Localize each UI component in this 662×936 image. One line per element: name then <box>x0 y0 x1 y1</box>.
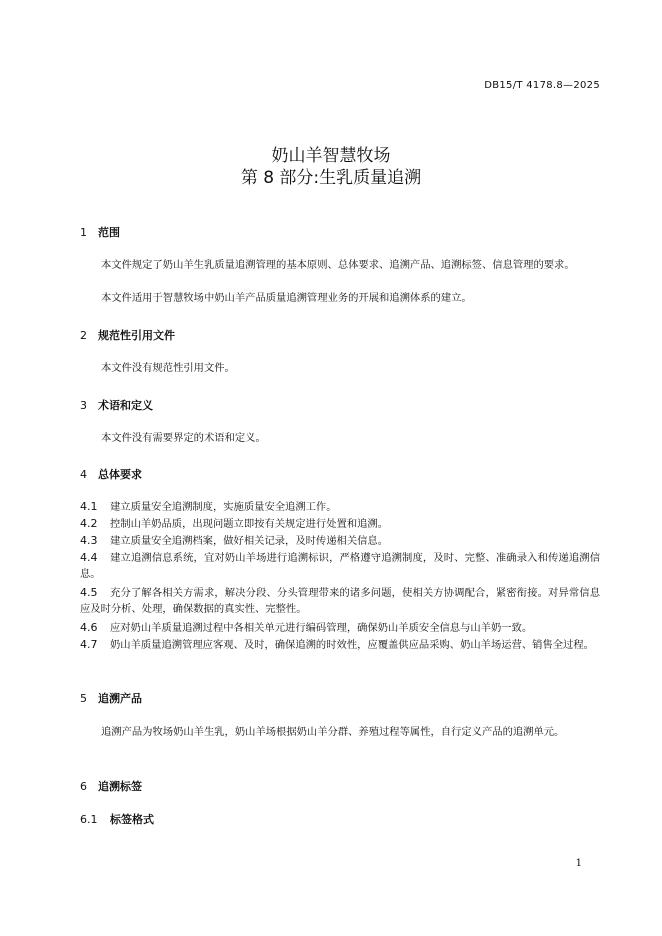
section-number: 3 <box>80 399 87 412</box>
section-heading-general-requirements <box>80 466 142 482</box>
clause-number: 4.5 <box>80 586 98 599</box>
clause-4-6 <box>80 620 600 636</box>
section-heading-terms <box>80 397 153 413</box>
subsection-heading-label-format <box>80 811 154 827</box>
clause-text: 充分了解各相关方需求，解决分段、分头管理带来的诸多问题，使相关方协调配合，紧密衔接。对异常信息应及时分析、处理，确保数据的真实性、完整性。 <box>80 587 600 615</box>
subsection-title: 标签格式 <box>110 813 154 826</box>
clause-number: 4.3 <box>80 534 98 547</box>
clause-4-5 <box>80 585 600 617</box>
section-number: 4 <box>80 468 87 481</box>
paragraph: 本文件没有需要界定的术语和定义。 <box>101 432 266 444</box>
clause-number: 4.1 <box>80 500 98 513</box>
clause-4-3 <box>80 533 600 549</box>
document-subtitle: 第 8 部分:生乳质量追溯 <box>240 168 422 188</box>
section-heading-scope <box>80 224 120 240</box>
document-code: DB15/T 4178.8—2025 <box>484 80 600 91</box>
document-title: 奶山羊智慧牧场 <box>271 146 391 166</box>
section-title: 追溯标签 <box>98 780 142 793</box>
clause-4-1 <box>80 499 600 515</box>
clause-4-4 <box>80 550 600 582</box>
paragraph: 本文件规定了奶山羊生乳质量追溯管理的基本原则、总体要求、追溯产品、追溯标签、信息管理的要求。 <box>101 259 575 271</box>
clause-4-2 <box>80 516 600 532</box>
page-number: 1 <box>575 858 582 869</box>
section-number: 5 <box>80 692 87 705</box>
subsection-number: 6.1 <box>80 813 98 826</box>
paragraph: 追溯产品为牧场奶山羊生乳，奶山羊场根据奶山羊分群、养殖过程等属性，自行定义产品的追溯单元。 <box>101 726 565 738</box>
clause-text: 应对奶山羊质量追溯过程中各相关单元进行编码管理，确保奶山羊质安全信息与山羊奶一致。 <box>110 622 533 634</box>
clause-number: 4.4 <box>80 551 98 564</box>
section-heading-traceability-labels <box>80 778 142 794</box>
section-number: 6 <box>80 780 87 793</box>
clause-text: 奶山羊质量追溯管理应客观、及时，确保追溯的时效性，应覆盖供应品采购、奶山羊场运营、销售全过程。 <box>110 639 594 651</box>
clause-text: 建立质量安全追溯制度，实施质量安全追溯工作。 <box>110 501 337 513</box>
section-number: 2 <box>80 329 87 342</box>
section-title: 追溯产品 <box>98 692 142 705</box>
clause-text: 建立追溯信息系统，宜对奶山羊场进行追溯标识，严格遵守追溯制度，及时、完整、准确录入和传递追溯信息。 <box>80 552 600 580</box>
section-heading-normative-references <box>80 327 175 343</box>
clause-number: 4.6 <box>80 621 98 634</box>
clause-text: 控制山羊奶品质，出现问题立即按有关规定进行处置和追溯。 <box>110 518 389 530</box>
section-title: 术语和定义 <box>98 399 153 412</box>
clause-4-7 <box>80 637 600 653</box>
clause-number: 4.7 <box>80 638 98 651</box>
section-heading-traceable-products <box>80 690 142 706</box>
section-title: 范围 <box>98 226 120 239</box>
section-number: 1 <box>80 226 87 239</box>
section-title: 总体要求 <box>98 468 142 481</box>
clause-number: 4.2 <box>80 517 98 530</box>
paragraph: 本文件没有规范性引用文件。 <box>101 362 235 374</box>
clause-text: 建立质量安全追溯档案，做好相关记录，及时传递相关信息。 <box>110 535 389 547</box>
section-title: 规范性引用文件 <box>98 329 175 342</box>
paragraph: 本文件适用于智慧牧场中奶山羊产品质量追溯管理业务的开展和追溯体系的建立。 <box>101 292 472 304</box>
